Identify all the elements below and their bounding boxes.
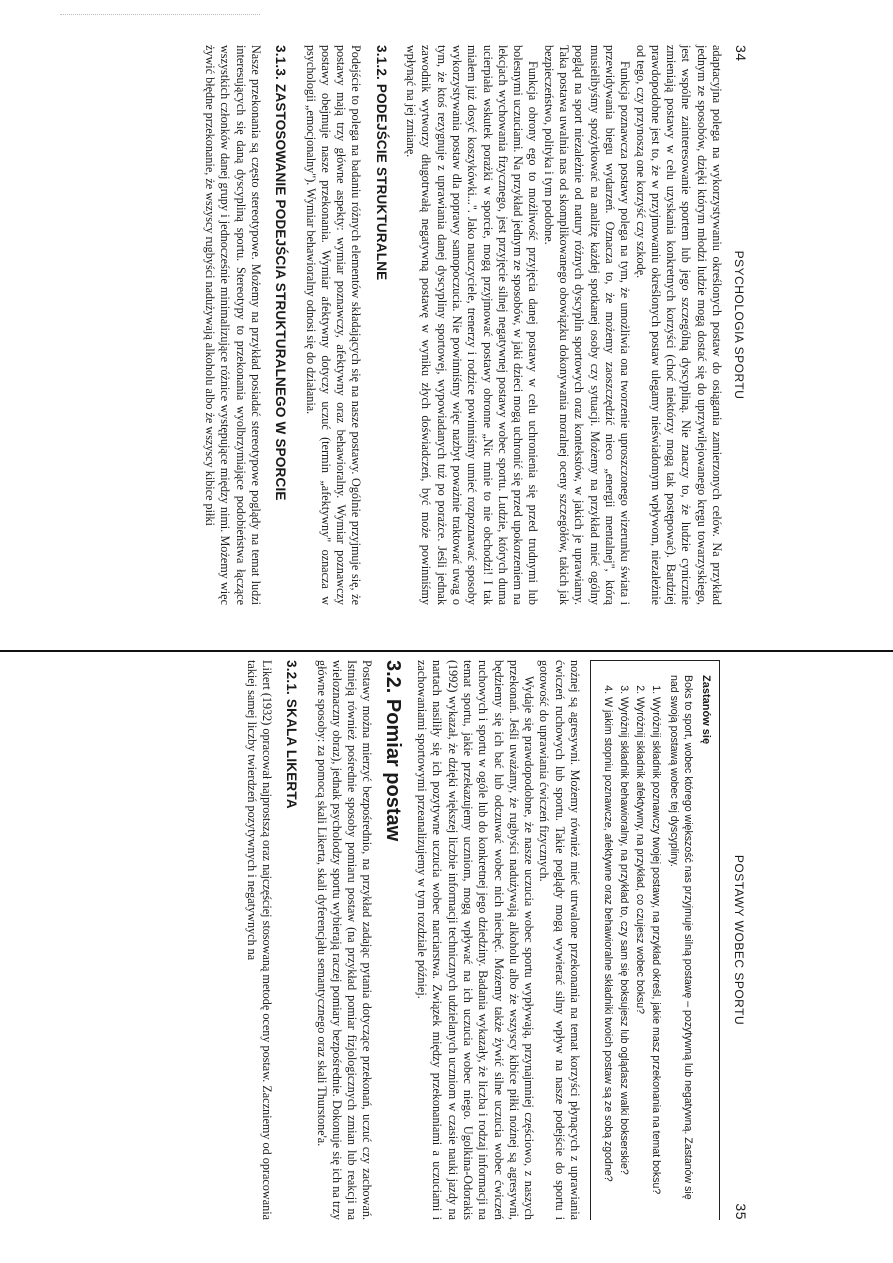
list-item: 1. Wyróżnij składnik poznawczy twojej postawy, na przykład określ, jakie masz przekonania na temat boksu?: [649, 697, 663, 1210]
paragraph: Podejście to polega na badaniu różnych elementów składających się na nasze postawy. Ogólnie przyjmuje się, że postawy mają trzy główne aspekty: wymiar poznawczy, afektywny oraz behawioralny. Wymiar poznawczy postawy obejmuje nasze przekonania. Wymiar afektywny dotyczy uczuć (termin „afektywny" oznacza w psychologii „emocjonalny"). Wymiar behawioralny odnosi się do działania.: [303, 45, 364, 605]
page-35: [146, 660, 749, 1220]
box-intro: Boks to sport, wobec którego większość nas przyjmuje silną postawę – pozytywną lub negatywną. Zastanów się nad swoją postawą wobec tej dyscypliny.: [668, 675, 694, 1200]
page-34: [146, 45, 749, 605]
running-title: PSYCHOLOGIA SPORTU: [732, 250, 746, 400]
paragraph: Postawy można mierzyć bezpośrednio, na przykład zadając pytania dotyczące przekonań, uczuć czy zachowań. Istnieją również pośrednie sposoby pomiaru postaw (na przykład pomiar fizjologicznych zmian lub reakcji na wieloznaczny obraz), jednak psycholodzy sportu wybierają raczej pomiary bezpośrednie. Dokonuje się ich na trzy główne sposoby: za pomocą skali Likerta, skali dyferencjału semantycznego oraz skali Thurstone'a.: [314, 660, 375, 1220]
paragraph: Funkcja obrony ego to możliwość przyjęcia danej postawy w celu uchronienia się przed trudnymi lub bolesnymi uczuciami. Na przykład jednym ze sposobów, w jaki dzieci mogą uchronić się przed upokorzeniem na lekcjach wychowania fizycznego, jest przyjęcie silnej negatywnej postawy wobec sportu. Ludzie, których duma ucierpiała wskutek porażki w sporcie, mogą przyjmować postawy obronne „Nic mnie to nie obchodzi! I tak miałem już dosyć koszykówki...". Jako nauczyciele, trenerzy i rodzice powinniśmy umieć rozpoznawać sposoby wykorzystywania postaw dla poprawy samopoczucia. Nie powinniśmy więc nazbyt poważnie traktować uwag o tym, że ktoś rezygnuje z uprawiania danej dyscypliny sportowej, wypowiadanych tuż po porażce. Jeśli jednak zawodnik wytworzy długotrwałą negatywną postawę w wyniku złych doświadczeń, być może powinniśmy wpłynąć na jej zmianę.: [404, 45, 541, 605]
page-number: 34: [733, 45, 749, 62]
reflection-box: [590, 660, 720, 1220]
paragraph: Nasze przekonania są często stereotypowe. Możemy na przykład posiadać stereotypowe poglądy na temat ludzi interesujących się daną dyscypliną sportu. Stereotypy to przekonania wyolbrzymiające podobieństwa łączące wszystkich członków danej grupy i jednocześnie minimalizujące różnice występujące między nimi. Możemy więc żywić błędne przekonanie, że wszyscy rugbyści nadużywają alkoholu albo że wszyscy kibice piłki: [203, 45, 263, 605]
section-heading-321: 3.2.1. SKALA LIKERTA: [284, 660, 300, 809]
list-item: 2. Wyróżnij składnik afektywny, na przykład, co czujesz wobec boksu?: [633, 697, 647, 1210]
section-heading-313: 3.1.3. ZASTOSOWANIE PODEJŚCIA STRUKTURALNEGO W SPORCIE: [273, 45, 289, 501]
running-head: [724, 45, 749, 605]
running-head: [724, 660, 749, 1220]
box-list: [601, 675, 663, 1210]
list-item: 4. W jakim stopniu poznawcze, afektywne oraz behawioralne składniki twoich postaw są ze sobą zgodne?: [601, 697, 615, 1210]
paragraph: adaptacyjna polega na wykorzystywaniu określonych postaw do osiągania zamierzonych celów. Na przykład jednym ze sposobów, dzięki którym młodzi ludzie mogą dostać się do uprzywilejowanego kręgu towarzyskiego, jest wspólne zainteresowanie sportem lub jego szczególną dyscypliną. Nie znaczy to, że ludzie cynicznie zmieniają postawy w celu uzyskania konkretnych korzyści (choć niektórzy mogą tak postępować). Bardziej prawdopodobne jest to, że w przyjmowaniu określonych postaw ulegamy nieświadomym wpływom, niezależnie od tego, czy przynoszą one korzyść czy szkodę.: [633, 45, 724, 605]
paragraph: Funkcja poznawcza postawy polega na tym, że umożliwia ona tworzenie uproszczonego wizerunku świata i przewidywania biegu wydarzeń. Oznacza to, że możemy zaoszczędzić nieco „energii mentalnej", którą musielibyśmy spożytkować na analizę każdej spotkanej osoby czy sytuacji. Możemy na przykład mieć ogólny pogląd na sport niezależnie od natury różnych dyscyplin sportowych oraz kontekstów, w jakich je uprawiamy. Taka postawa uwalnia nas od skomplikowanego obowiązku dokonywania moralnej oceny szczegółów, takich jak bezpieczeństwo, polityka i tym podobne.: [541, 45, 633, 605]
list-item: 3. Wyróżnij składnik behawioralny, na przykład to, czy sam się boksujesz lub oglądasz walki bokserskie?: [617, 697, 631, 1210]
paragraph: nożnej są agresywni. Możemy również mieć utrwalone przekonania na temat korzyści płynących z uprawiania ćwiczeń ruchowych lub sportu. Takie poglądy mogą wywierać silny wpływ na nasze podejście do sportu i gotowość do uprawiania ćwiczeń fizycznych.: [537, 660, 582, 1220]
paragraph: Likert (1932) opracował najprostszą oraz najczęściej stosowaną metodę oceny postaw. Zaczniemy od opracowania takiej samej liczby twierdzeń pozytywnych i negatywnych na: [244, 660, 274, 1220]
section-heading-32: 3.2. Pomiar postaw: [381, 660, 404, 842]
page-number: 35: [733, 1203, 749, 1220]
box-title: Zastanów się: [700, 675, 712, 745]
page-divider: [0, 650, 893, 652]
paragraph: Wydaje się prawdopodobne, że nasze uczucia wobec sportu wypływają, przynajmniej częściowo, z naszych przekonań. Jeśli uważamy, że rugbyści nadużywają alkoholu albo że wszyscy kibice piłki nożnej są agresywni, będziemy się ich bać lub odczuwać wobec nich niechęć. Możemy także żywić silne uczucia wobec ćwiczeń ruchowych i sportu w ogóle lub do konkretnej jego dziedziny. Badania wykazały, że liczba i rodzaj informacji na temat sportu, jakie przekazujemy uczniom, mogą wpływać na ich uczucia wobec niego. Ugolkina-Odorakis (1992) wykazał, że dzięki większej liczbie informacji technicznych udzielanych uczniom w czasie nauki jazdy na nartach nasiliły się ich pozytywne uczucia wobec narciarstwa. Związek między przekonaniami a uczuciami i zachowaniami sportowymi przeanalizujemy w tym rozdziale później.: [415, 660, 537, 1220]
scan-artifact: [60, 14, 260, 19]
running-title: POSTAWY WOBEC SPORTU: [732, 854, 746, 1026]
section-heading-312: 3.1.2. PODEJŚCIE STRUKTURALNE: [373, 45, 389, 281]
